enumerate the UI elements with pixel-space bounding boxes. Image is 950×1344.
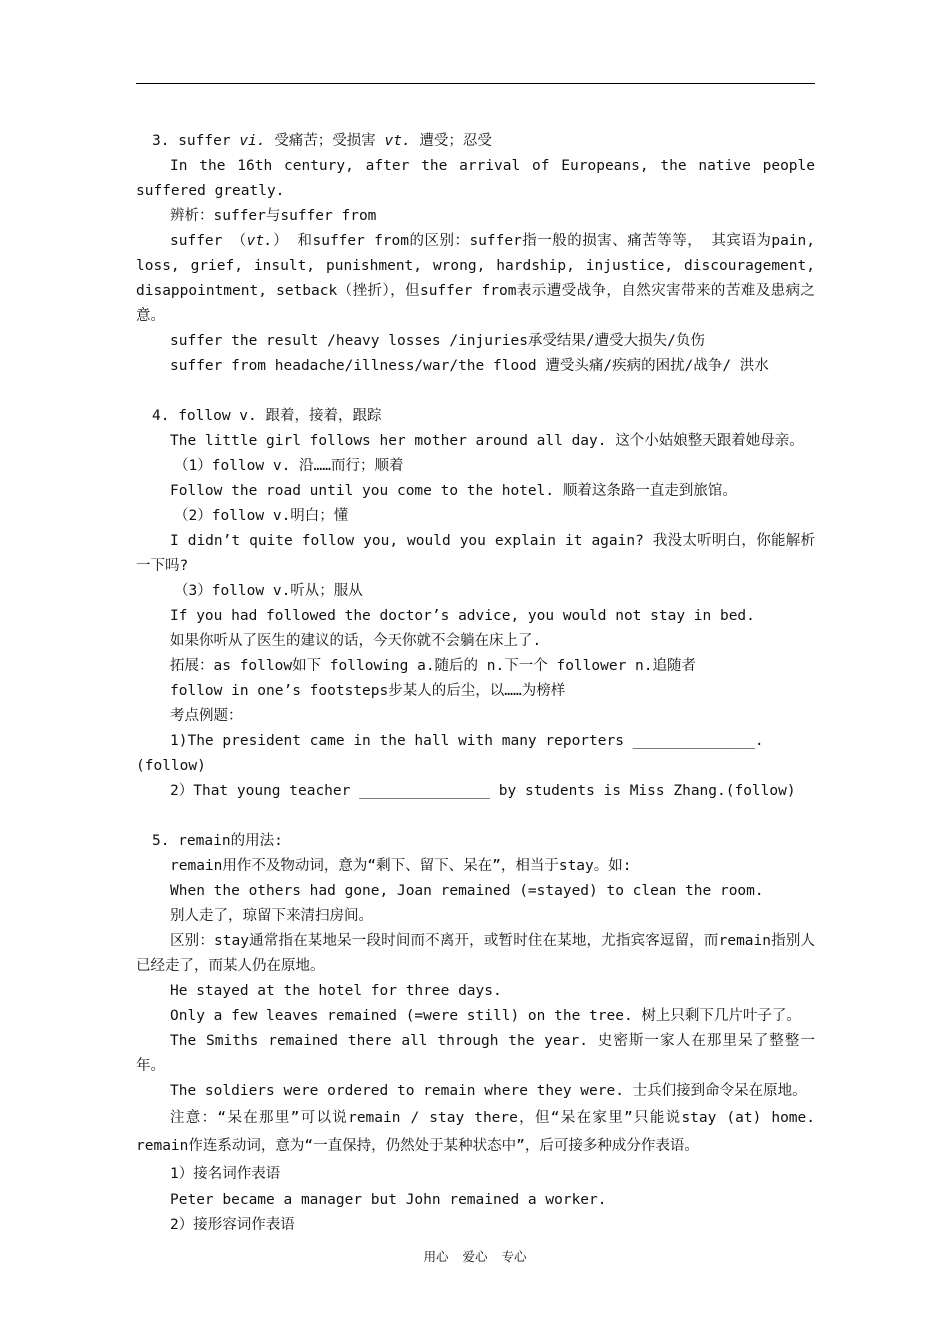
remain-example-3: The Smiths remained there all through the year. 史密斯一家人在那里呆了整整一年。 bbox=[136, 1033, 815, 1074]
follow-extension-2: follow in one’s footsteps步某人的后尘，以……为榜样 bbox=[170, 683, 566, 699]
remain-point-2: 2）接形容词作表语 bbox=[170, 1217, 295, 1233]
remain-point-1: 1）接名词作表语 bbox=[170, 1166, 281, 1182]
section-4-heading: 4. follow v. 跟着，接着，跟踪 bbox=[152, 408, 382, 424]
stay-example: He stayed at the hotel for three days. bbox=[170, 983, 502, 999]
suffer-example: In the 16th century, after the arrival of Europeans, the native people suffered greatly. bbox=[136, 158, 815, 199]
section-3-heading: 3. suffer vi. 受痛苦；受损害 vt. 遭受；忍受 bbox=[152, 133, 492, 149]
follow-extension: 拓展：as follow如下 following a.随后的 n.下一个 follower n.追随者 bbox=[170, 658, 696, 674]
follow-meaning-1: （1）follow v. 沿……而行；顺着 bbox=[174, 458, 404, 474]
page-footer: 用心 爱心 专心 bbox=[423, 1249, 527, 1264]
remain-example-1: When the others had gone, Joan remained (=stayed) to clean the room. bbox=[170, 883, 764, 899]
follow-meaning-2: （2）follow v.明白；懂 bbox=[174, 508, 349, 524]
quiz-question-2: 2）That young teacher _______________ by students is Miss Zhang.(follow) bbox=[170, 783, 796, 799]
remain-example-1-translation: 别人走了，琼留下来清扫房间。 bbox=[170, 908, 373, 924]
follow-meaning-3: （3）follow v.听从；服从 bbox=[174, 583, 363, 599]
header-rule bbox=[136, 83, 815, 84]
follow-example-3: I didn’t quite follow you, would you explain it again? 我没太听明白，你能解析一下吗? bbox=[136, 533, 815, 574]
section-5-heading: 5. remain的用法: bbox=[152, 833, 283, 849]
suffer-analysis: suffer （vt.） 和suffer from的区别：suffer指一般的损害、痛苦等等， 其宾语为pain, loss, grief, insult, punishment, wrong, hardship, injustice, discouragement, disappointment, setback（挫折），但suffer from表示遭受战争，自然灾害带来的苦难及患病之意。 bbox=[136, 233, 816, 324]
quiz-title: 考点例题： bbox=[170, 708, 243, 724]
quiz-question-1: 1)The president came in the hall with many reporters ______________.(follow) bbox=[136, 733, 764, 774]
remain-difference: 区别：stay通常指在某地呆一段时间而不离开，或暂时住在某地，尤指宾客逗留，而remain指别人已经走了，而某人仍在原地。 bbox=[136, 933, 815, 974]
suffer-phrase: suffer the result /heavy losses /injuries承受结果/遭受大损失/负伤 bbox=[170, 333, 705, 349]
follow-example-4-translation: 如果你听从了医生的建议的话，今天你就不会躺在床上了. bbox=[170, 633, 542, 649]
remain-point-1-example: Peter became a manager but John remained a worker. bbox=[170, 1192, 607, 1208]
remain-note: 注意：“呆在那里”可以说remain / stay there，但“呆在家里”只能说stay (at) home. remain作连系动词，意为“一直保持，仍然处于某种状态中”，后可接多种成分作表语。 bbox=[136, 1110, 815, 1154]
remain-example-4: The soldiers were ordered to remain where they were. 士兵们接到命令呆在原地。 bbox=[170, 1083, 807, 1099]
suffer-from-phrase: suffer from headache/illness/war/the flood 遭受头痛/疾病的困扰/战争/ 洪水 bbox=[170, 358, 769, 374]
document-body bbox=[136, 129, 815, 1238]
suffer-analysis-title: 辨析：suffer与suffer from bbox=[170, 208, 377, 224]
remain-example-2: Only a few leaves remained (=were still) on the tree. 树上只剩下几片叶子了。 bbox=[170, 1008, 801, 1024]
remain-intro: remain用作不及物动词，意为“剩下、留下、呆在”，相当于stay。如: bbox=[170, 858, 632, 874]
follow-example-4: If you had followed the doctor’s advice, you would not stay in bed. bbox=[170, 608, 755, 624]
follow-example-2: Follow the road until you come to the hotel. 顺着这条路一直走到旅馆。 bbox=[170, 483, 737, 499]
follow-example-1: The little girl follows her mother around all day. 这个小姑娘整天跟着她母亲。 bbox=[170, 433, 804, 449]
